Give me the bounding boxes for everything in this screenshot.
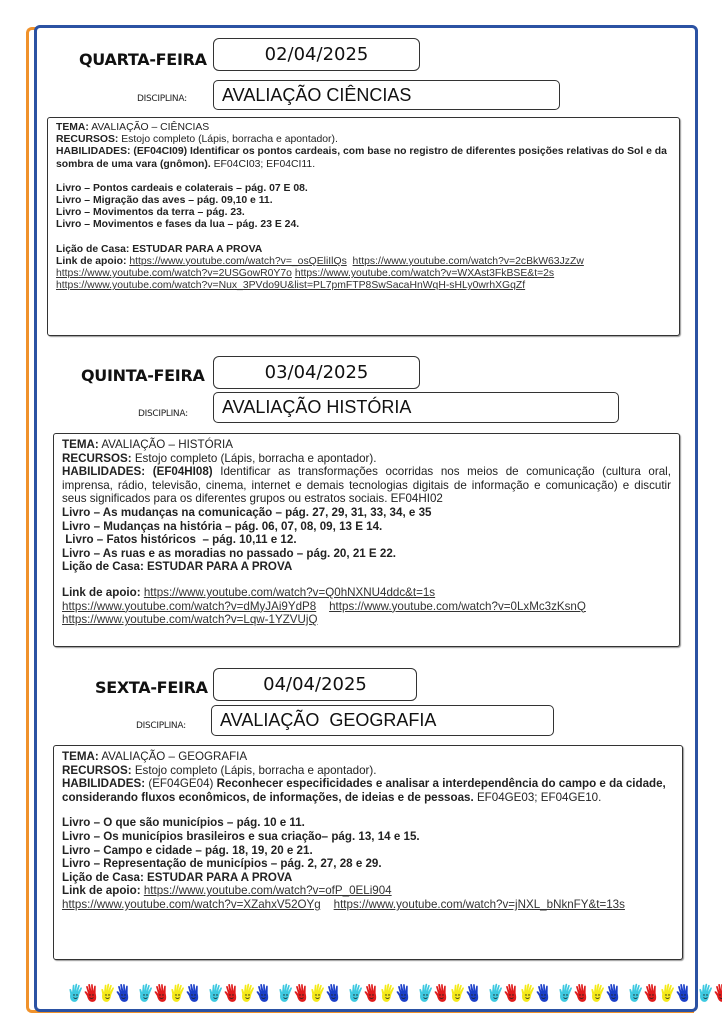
licao-de-casa: Lição de Casa: ESTUDAR PARA A PROVA	[56, 243, 263, 255]
habilidades-label: HABILIDADES:	[56, 146, 131, 158]
tema-line	[56, 122, 671, 134]
hand-icon	[224, 983, 239, 1003]
support-link[interactable]: https://www.youtube.com/watch?v=_osQEliIlQs	[129, 255, 347, 267]
tema-value: AVALIAÇÃO – HISTÓRIA	[101, 438, 233, 451]
hand-icon	[574, 983, 589, 1003]
disciplina-label: DISCIPLINA:	[137, 94, 187, 104]
livro-item: Livro – Movimentos e fases da lua – pág. 23 E 24.	[56, 219, 300, 231]
livro-item: Livro – O que são municípios – pág. 10 e 11.	[62, 816, 305, 830]
tema-label: TEMA:	[56, 122, 89, 133]
hand-group	[628, 983, 692, 1005]
hand-icon	[628, 983, 643, 1003]
hand-icon	[170, 983, 185, 1003]
support-link[interactable]: https://www.youtube.com/watch?v=2cBkW63JzZw	[352, 255, 584, 267]
hand-icon	[488, 983, 503, 1003]
lesson-content-box	[53, 433, 680, 647]
hand-icon	[278, 983, 293, 1003]
hand-group	[348, 983, 412, 1005]
hand-icon	[138, 983, 153, 1003]
hand-icon	[606, 983, 621, 1003]
habilidades-code: (EF04GE04)	[148, 777, 214, 791]
hand-icon	[84, 983, 99, 1003]
links-block	[62, 884, 674, 911]
link-label: Link de apoio:	[62, 585, 141, 599]
hand-icon	[154, 983, 169, 1003]
recursos-value: Estojo completo (Lápis, borracha e apontador).	[121, 134, 338, 146]
recursos-label: RECURSOS:	[62, 451, 132, 465]
livro-item: Livro – Os municípios brasileiros e sua criação– pág. 13, 14 e 15.	[62, 829, 420, 843]
hand-icon	[326, 983, 341, 1003]
habilidades-text: (EF04CI09) Identificar os pontos cardeais, com base no registro de diferentes posições relativas do Sol e da sombra de uma vara (gnômon).	[56, 146, 667, 170]
hand-icon	[364, 983, 379, 1003]
licao-de-casa: Lição de Casa: ESTUDAR PARA A PROVA	[62, 560, 293, 574]
recursos-value: Estojo completo (Lápis, borracha e apontador).	[134, 451, 377, 465]
hand-group	[418, 983, 482, 1005]
hand-icon	[348, 983, 363, 1003]
hand-icon	[434, 983, 449, 1003]
link-label: Link de apoio:	[56, 255, 127, 267]
hand-icon	[256, 983, 271, 1003]
support-link[interactable]: https://www.youtube.com/watch?v=2USGowR0Y7o	[56, 268, 292, 280]
hand-icon	[310, 983, 325, 1003]
livro-item: Livro – Migração das aves – pág. 09,10 e 11.	[56, 195, 273, 207]
disciplina-field: AVALIAÇÃO HISTÓRIA	[213, 392, 619, 423]
livro-item: Livro – Movimentos da terra – pág. 23.	[56, 207, 245, 219]
support-link[interactable]: https://www.youtube.com/watch?v=XZahxV52OYg	[62, 897, 321, 911]
recursos-line	[62, 764, 674, 778]
hand-group	[138, 983, 202, 1005]
hand-icon	[536, 983, 551, 1003]
livro-item: Livro – As mudanças na comunicação – pág. 27, 29, 31, 33, 34, e 35	[62, 505, 432, 519]
hands-border-decoration	[68, 983, 668, 1005]
hand-icon	[644, 983, 659, 1003]
hand-icon	[504, 983, 519, 1003]
hand-group	[68, 983, 132, 1005]
habilidades-code: (EF04HI08)	[152, 465, 213, 479]
livro-item: Livro – Representação de municípios – pág. 2, 27, 28 e 29.	[62, 857, 382, 871]
hand-icon	[698, 983, 713, 1003]
livro-item: Livro – Campo e cidade – pág. 18, 19, 20 e 21.	[62, 843, 313, 857]
hand-icon	[418, 983, 433, 1003]
hand-icon	[466, 983, 481, 1003]
disciplina-field: AVALIAÇÃO GEOGRAFIA	[211, 705, 554, 736]
hand-icon	[396, 983, 411, 1003]
recursos-line	[56, 134, 671, 146]
tema-value: AVALIAÇÃO – GEOGRAFIA	[101, 750, 248, 763]
livro-item: Livro – Fatos históricos – pág. 10,11 e 12.	[62, 533, 297, 547]
habilidades-label: HABILIDADES:	[62, 777, 146, 791]
hand-group	[208, 983, 272, 1005]
support-link[interactable]: https://www.youtube.com/watch?v=WXAst3FkBSE&t=2s	[294, 268, 555, 280]
date-field: 02/04/2025	[213, 38, 420, 71]
tema-line	[62, 438, 671, 452]
lesson-content-box	[53, 745, 683, 960]
hand-group	[278, 983, 342, 1005]
lesson-content-box	[47, 117, 680, 336]
recursos-label: RECURSOS:	[62, 763, 132, 777]
hand-icon	[294, 983, 309, 1003]
support-link[interactable]: https://www.youtube.com/watch?v=Q0hNXNU4ddc&t=1s	[143, 585, 436, 599]
hand-icon	[520, 983, 535, 1003]
recursos-line	[62, 452, 671, 466]
hand-icon	[116, 983, 131, 1003]
support-link[interactable]: https://www.youtube.com/watch?v=jNXL_bNknFY&t=13s	[333, 897, 625, 911]
tema-label: TEMA:	[62, 438, 99, 451]
recursos-value: Estojo completo (Lápis, borracha e apontador).	[134, 763, 377, 777]
livro-item: Livro – Pontos cardeais e colaterais – pág. 07 E 08.	[56, 182, 308, 194]
links-block	[62, 586, 671, 627]
disciplina-field: AVALIAÇÃO CIÊNCIAS	[213, 80, 560, 110]
recursos-label: RECURSOS:	[56, 134, 119, 146]
livro-item: Livro – As ruas e as moradias no passado – pág. 20, 21 E 22.	[62, 546, 397, 560]
day-label: QUARTA-FEIRA	[79, 50, 207, 69]
tema-value: AVALIAÇÃO – CIÊNCIAS	[91, 122, 210, 133]
hand-icon	[714, 983, 722, 1003]
livro-item: Livro – Mudanças na história – pág. 06, 07, 08, 09, 13 E 14.	[62, 519, 383, 533]
date-field: 03/04/2025	[213, 356, 420, 389]
hand-icon	[590, 983, 605, 1003]
hand-icon	[208, 983, 223, 1003]
hand-group	[488, 983, 552, 1005]
hand-group	[698, 983, 722, 1005]
support-link[interactable]: https://www.youtube.com/watch?v=ofP_0ELi904	[143, 884, 392, 898]
day-label: SEXTA-FEIRA	[95, 678, 208, 697]
hand-icon	[100, 983, 115, 1003]
habilidades-label: HABILIDADES:	[62, 465, 146, 479]
date-field: 04/04/2025	[213, 668, 417, 701]
disciplina-label: DISCIPLINA:	[138, 409, 188, 419]
habilidades-text: Identificar as transformações ocorridas nos meios de comunicação (cultura oral, imprensa, rádio, televisão, cinema, internet e demais tecnologias digitais de informação e comunicação) e discutir seus significados para os diferentes grupos ou estratos sociais. EF04HI02	[62, 465, 671, 506]
hand-icon	[450, 983, 465, 1003]
habilidades-line	[62, 777, 674, 804]
hand-icon	[660, 983, 675, 1003]
hand-icon	[676, 983, 691, 1003]
hand-icon	[240, 983, 255, 1003]
habilidades-extra: EF04GE03; EF04GE10.	[476, 790, 602, 804]
habilidades-extra: EF04CI03; EF04CI11.	[213, 158, 316, 170]
disciplina-label: DISCIPLINA:	[136, 721, 186, 731]
habilidades-line	[62, 465, 671, 506]
support-link[interactable]: https://www.youtube.com/watch?v=Lqw-1YZVUjQ	[62, 613, 318, 627]
support-link[interactable]: https://www.youtube.com/watch?v=Nux_3PVdo9U&list=PL7pmFTP8SwSacaHnWqH-sHLy0wrhXGqZf	[56, 280, 526, 292]
licao-de-casa: Lição de Casa: ESTUDAR PARA A PROVA	[62, 870, 293, 884]
habilidades-text: Reconhecer especificidades e analisar a interdependência do campo e da cidade, considerando fluxos econômicos, de informações, de ideias e de pessoas.	[62, 777, 666, 804]
day-label: QUINTA-FEIRA	[81, 366, 205, 385]
tema-line	[62, 750, 674, 764]
hand-icon	[186, 983, 201, 1003]
support-link[interactable]: https://www.youtube.com/watch?v=dMyJAi9YdP8	[62, 599, 317, 613]
hand-icon	[68, 983, 83, 1003]
tema-label: TEMA:	[62, 750, 99, 763]
hand-icon	[380, 983, 395, 1003]
hand-group	[558, 983, 622, 1005]
habilidades-line	[56, 146, 671, 170]
support-link[interactable]: https://www.youtube.com/watch?v=0LxMc3zKsnQ	[329, 599, 586, 613]
link-label: Link de apoio:	[62, 884, 141, 898]
hand-icon	[558, 983, 573, 1003]
links-block	[56, 256, 671, 293]
